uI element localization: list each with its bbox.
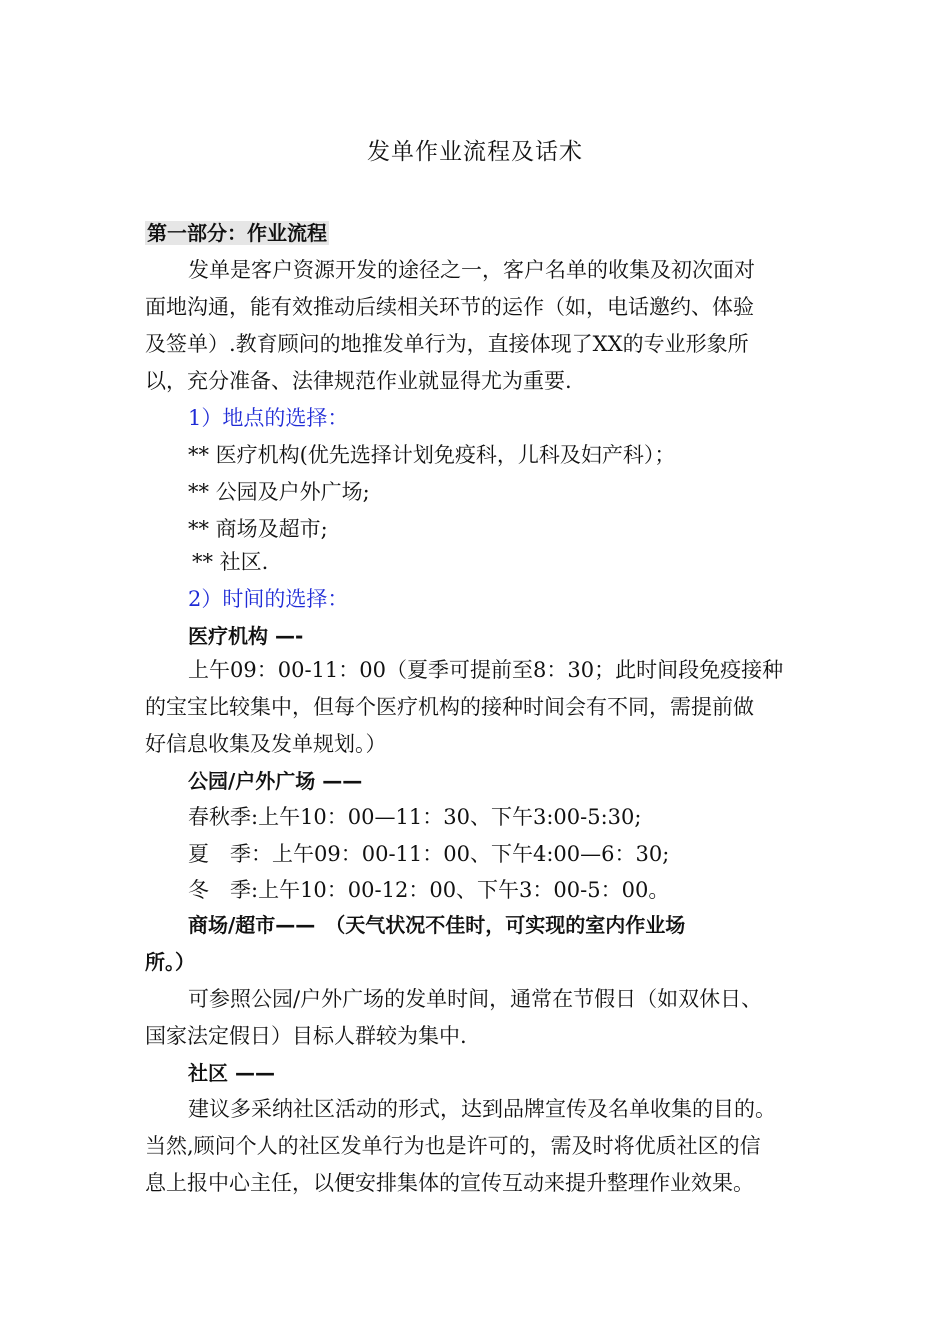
- location-heading: 1）地点的选择：: [188, 406, 349, 430]
- part1-heading-text: 第一部分：作业流程: [147, 221, 327, 245]
- mall-heading: 商场/超市—— （天气状况不佳时，可实现的室内作业场: [188, 913, 686, 937]
- park-heading: 公园/户外广场 ——: [188, 769, 363, 793]
- mall-line-1: 可参照公园/户外广场的发单时间，通常在节假日（如双休日、: [188, 987, 763, 1011]
- location-item-park: ** 公园及户外广场;: [188, 480, 370, 504]
- location-item-community: ** 社区.: [192, 550, 269, 574]
- medical-line-1: 上午09：00-11：00（夏季可提前至8：30；此时间段免疫接种: [188, 658, 784, 682]
- document-title: 发单作业流程及话术: [367, 139, 583, 165]
- mall-heading-cont: 所。）: [145, 950, 195, 974]
- park-line-winter: 冬 季:上午10：00-12：00、下午3：00-5：00。: [188, 878, 670, 902]
- part1-heading: [145, 219, 825, 247]
- location-item-mall: ** 商场及超市;: [188, 517, 328, 541]
- community-line-3: 息上报中心主任，以便安排集体的宣传互动来提升整理作业效果。: [145, 1171, 754, 1195]
- location-item-medical: ** 医疗机构(优先选择计划免疫科，儿科及妇产科）；: [188, 443, 676, 467]
- intro-line-1: 发单是客户资源开发的途径之一，客户名单的收集及初次面对: [188, 258, 755, 282]
- community-line-2: 当然,顾问个人的社区发单行为也是许可的，需及时将优质社区的信: [145, 1134, 761, 1158]
- mall-line-2: 国家法定假日）目标人群较为集中.: [145, 1024, 467, 1048]
- park-line-summer: 夏 季：上午09：00-11：00、下午4:00—6：30;: [188, 842, 670, 866]
- intro-line-3: 及签单）.教育顾问的地推发单行为，直接体现了XX的专业形象所: [145, 332, 749, 356]
- park-line-spring-autumn: 春秋季:上午10：00—11：30、下午3:00-5:30;: [188, 805, 642, 829]
- intro-line-4: 以，充分准备、法律规范作业就显得尤为重要.: [145, 369, 572, 393]
- community-heading: 社区 ——: [188, 1061, 275, 1085]
- medical-heading: 医疗机构 —-: [188, 624, 304, 648]
- medical-line-3: 好信息收集及发单规划。）: [145, 732, 387, 756]
- medical-line-2: 的宝宝比较集中，但每个医疗机构的接种时间会有不同，需提前做: [145, 695, 754, 719]
- time-heading: 2）时间的选择：: [188, 587, 349, 611]
- community-line-1: 建议多采纳社区活动的形式，达到品牌宣传及名单收集的目的。: [188, 1097, 776, 1121]
- intro-line-2: 面地沟通，能有效推动后续相关环节的运作（如，电话邀约、体验: [145, 295, 754, 319]
